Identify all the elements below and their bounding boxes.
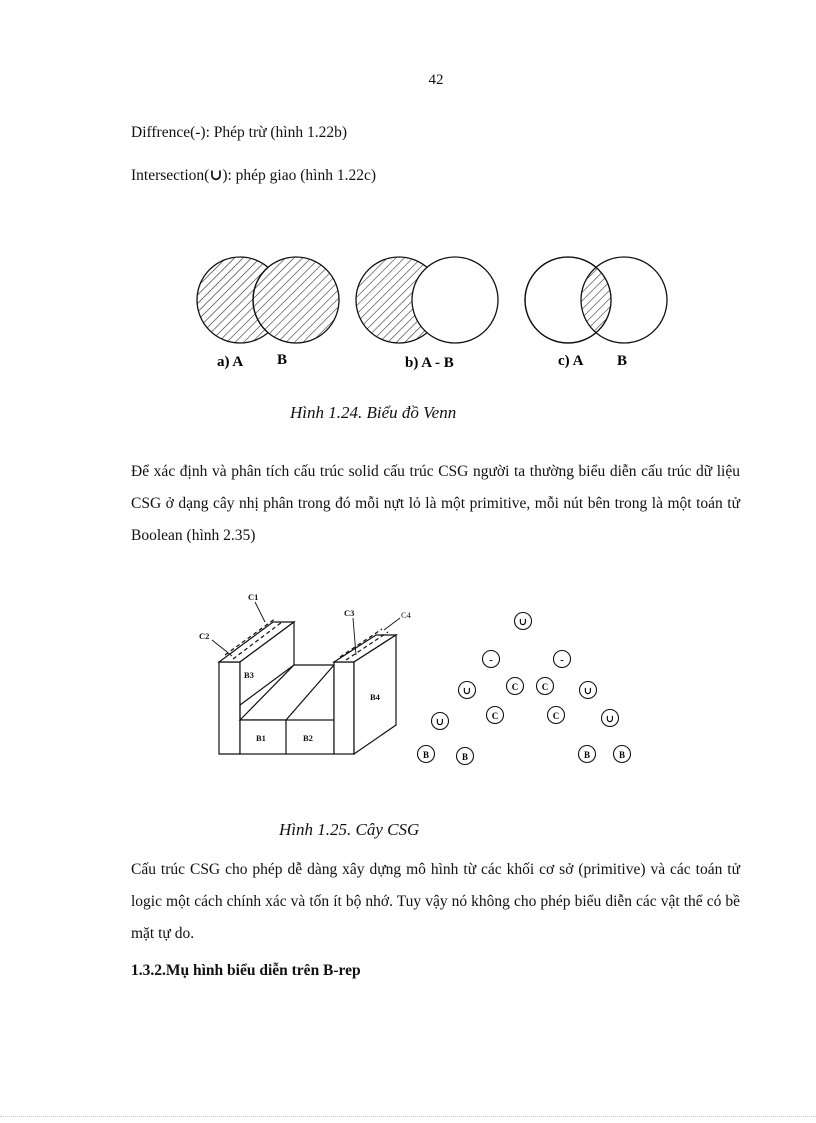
svg-text:B: B — [618, 750, 626, 760]
svg-text:∪: ∪ — [462, 686, 472, 697]
paragraph-csg-summary: Cấu trúc CSG cho phép dễ dàng xây dựng mô hình từ các khối cơ sở (primitive) và các toán tử logic một cách chính xác và tốn ít bộ nhớ. Tuy vậy nó không cho phép biểu diễn các vật thể có bề mặt tự do. — [131, 861, 740, 942]
paragraph-csg-intro: Để xác định và phân tích cấu trúc solid cấu trúc CSG người ta thường biểu diễn cấu trúc dữ liệu CSG ở dạng cây nhị phân trong đó mỗi nựt lỏ là một primitive, mỗi nút bên trong là một toán tử Boolean (hình 2.35) — [131, 463, 740, 544]
label-c4: C4 — [401, 610, 411, 620]
venn-intersection — [525, 257, 667, 343]
c4-leader — [384, 618, 400, 630]
svg-text:B: B — [461, 752, 469, 762]
label-c2: C2 — [199, 631, 210, 641]
tree-node — [579, 746, 596, 763]
venn-difference — [356, 257, 498, 343]
c1-leader — [255, 602, 265, 622]
intersection-line — [131, 165, 376, 185]
difference-line: Diffrence(-): Phép trừ (hình 1.22b) — [131, 124, 348, 141]
intersection-symbol: ∪ — [209, 167, 223, 184]
venn-label-difference: b) A - B — [405, 355, 454, 371]
section-heading: 1.3.2.Mụ hình biểu diễn trên B-rep — [131, 962, 361, 979]
venn-label-a-intersection: c) A — [558, 353, 584, 369]
c2-leader — [212, 640, 232, 656]
tree-node — [459, 682, 476, 699]
label-b3: B3 — [244, 670, 254, 680]
tree-node — [515, 613, 532, 630]
tree-node — [580, 682, 597, 699]
page-bottom-divider — [0, 1116, 816, 1117]
svg-text:∪: ∪ — [435, 717, 445, 728]
venn-union — [197, 257, 339, 343]
intersection-suffix: ): phép giao (hình 1.22c) — [222, 167, 376, 184]
left-wall-front — [219, 662, 240, 754]
tree-node — [432, 713, 449, 730]
figure-caption-venn: Hình 1.24. Biểu đồ Venn — [290, 403, 457, 422]
tree-node — [487, 707, 504, 724]
tree-node — [507, 678, 524, 695]
tree-node — [614, 746, 631, 763]
label-b4: B4 — [370, 692, 380, 702]
label-c3: C3 — [344, 608, 355, 618]
venn-diagram-figure — [180, 245, 690, 380]
tree-node — [548, 707, 565, 724]
csg-solid-drawing — [212, 602, 400, 754]
tree-node — [418, 746, 435, 763]
tree-node — [537, 678, 554, 695]
svg-text:∪: ∪ — [518, 617, 528, 628]
svg-text:C: C — [511, 682, 519, 692]
svg-text:∪: ∪ — [583, 686, 593, 697]
svg-text:C: C — [552, 711, 560, 721]
intersection-prefix: Intersection( — [131, 167, 210, 184]
venn-label-a-union: a) A — [217, 354, 244, 370]
tree-node — [554, 651, 571, 668]
venn-label-b-union: B — [277, 352, 288, 368]
svg-text:-: - — [489, 654, 493, 666]
figure-caption-csg: Hình 1.25. Cây CSG — [279, 820, 420, 839]
svg-text:B: B — [422, 750, 430, 760]
venn-b-circle-difference — [412, 257, 498, 343]
label-c1: C1 — [248, 592, 259, 602]
svg-text:B: B — [583, 750, 591, 760]
right-wall-front — [334, 662, 354, 754]
tree-node — [483, 651, 500, 668]
label-b1: B1 — [256, 733, 266, 743]
label-b2: B2 — [303, 733, 313, 743]
tree-node — [457, 748, 474, 765]
venn-label-b-intersection: B — [617, 353, 628, 369]
svg-text:∪: ∪ — [605, 714, 615, 725]
page-number: 42 — [428, 72, 444, 88]
svg-text:C: C — [541, 682, 549, 692]
tree-node — [602, 710, 619, 727]
base-front — [240, 720, 334, 754]
svg-text:C: C — [491, 711, 499, 721]
svg-text:-: - — [560, 654, 564, 666]
csg-figure — [190, 585, 650, 775]
csg-tree — [418, 613, 631, 765]
